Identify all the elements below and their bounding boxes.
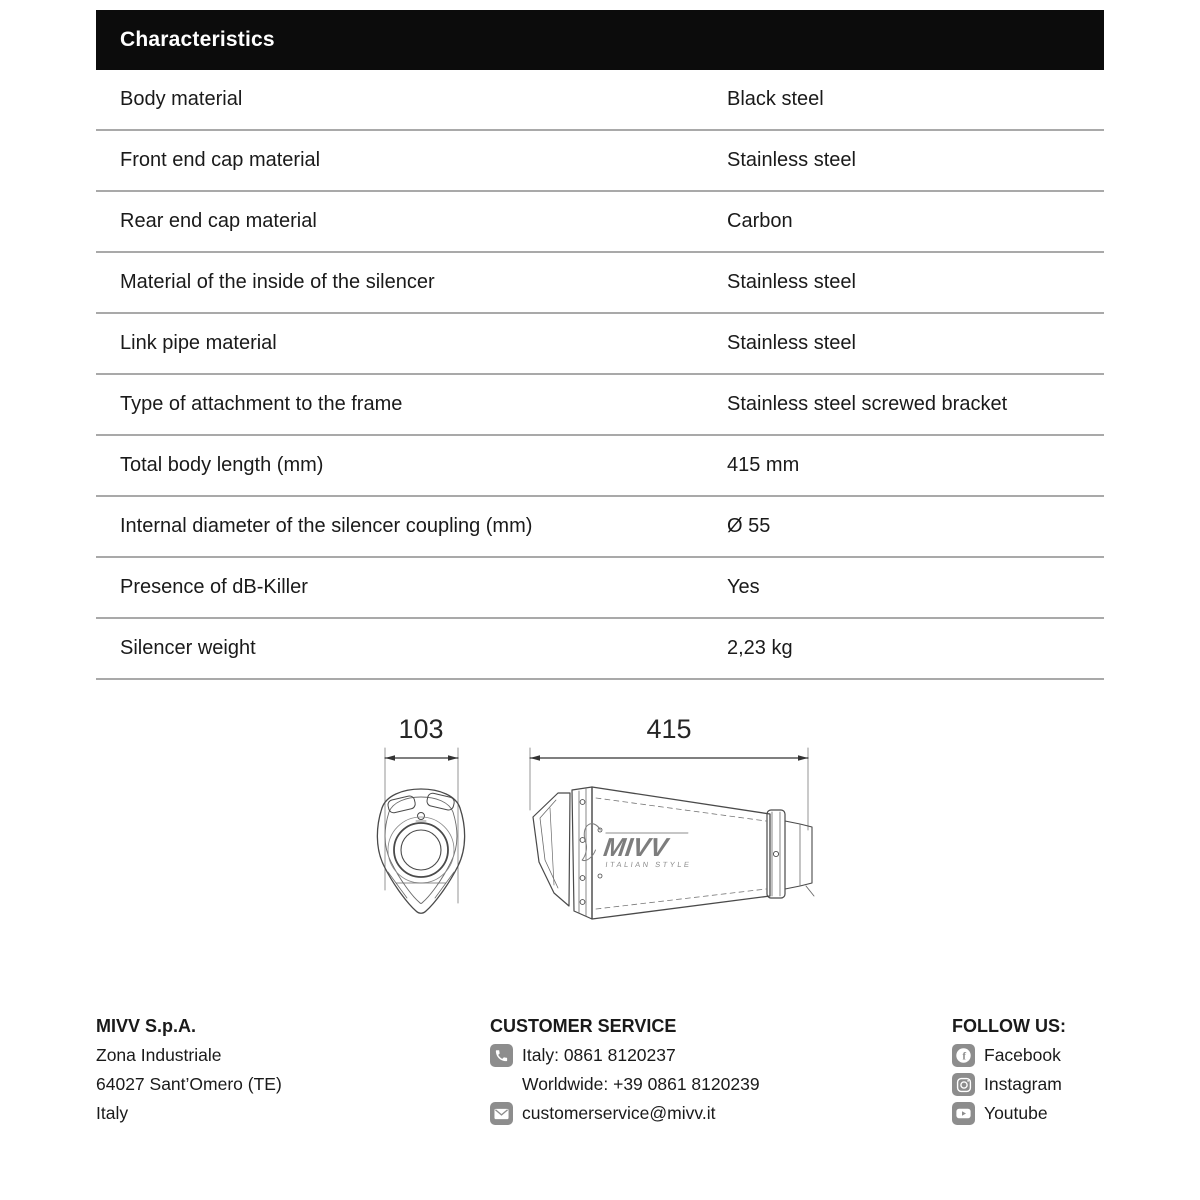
front-view-drawing [377, 789, 464, 913]
side-length-dimension [530, 714, 808, 830]
customer-service-title: CUSTOMER SERVICE [490, 1016, 677, 1036]
spec-value: Stainless steel screwed bracket [727, 393, 1008, 415]
spec-value: Ø 55 [727, 515, 771, 537]
social-label: Youtube [984, 1103, 1048, 1123]
spec-label: Silencer weight [120, 637, 256, 659]
table-row [96, 375, 1104, 436]
youtube-icon [952, 1102, 975, 1125]
spec-label: Material of the inside of the silencer [120, 271, 435, 293]
company-info [96, 1012, 436, 1128]
social-label: Facebook [984, 1045, 1061, 1065]
spec-value: 415 mm [727, 454, 800, 476]
front-width-dimension [385, 714, 458, 903]
phone-italy: Italy: 0861 8120237 [522, 1045, 676, 1065]
spec-label: Total body length (mm) [120, 454, 324, 476]
spec-label: Type of attachment to the frame [120, 393, 403, 415]
table-row [96, 253, 1104, 314]
side-view-drawing [533, 787, 814, 919]
characteristics-header-bar [96, 10, 1104, 70]
social-link-instagram[interactable] [952, 1070, 1152, 1099]
email-icon [490, 1102, 513, 1125]
instagram-icon [952, 1073, 975, 1096]
social-link-facebook[interactable] [952, 1041, 1152, 1070]
table-row [96, 314, 1104, 375]
table-row [96, 619, 1104, 680]
spec-value: Stainless steel [727, 332, 856, 354]
svg-text:MIVV: MIVV [601, 832, 670, 862]
customer-service [490, 1012, 850, 1128]
address-line: Zona Industriale [96, 1045, 222, 1065]
table-row [96, 497, 1104, 558]
characteristics-title: Characteristics [120, 28, 275, 51]
address-line: 64027 Sant’Omero (TE) [96, 1074, 282, 1094]
spec-value: Carbon [727, 210, 793, 232]
phone-icon [490, 1044, 513, 1067]
icon-spacer [490, 1073, 513, 1096]
table-row [96, 436, 1104, 497]
table-row [96, 131, 1104, 192]
dimension-label-side: 415 [646, 714, 692, 744]
spec-value: Stainless steel [727, 271, 856, 293]
address-line: Italy [96, 1103, 129, 1123]
spec-value: Black steel [727, 88, 824, 110]
spec-value: Yes [727, 576, 760, 598]
spec-value: Stainless steel [727, 149, 856, 171]
table-row [96, 70, 1104, 131]
spec-label: Rear end cap material [120, 210, 317, 232]
spec-label: Body material [120, 88, 243, 110]
technical-drawing [330, 690, 890, 960]
spec-label: Front end cap material [120, 149, 321, 171]
dimension-label-front: 103 [398, 714, 444, 744]
spec-label: Internal diameter of the silencer coupling (mm) [120, 515, 533, 537]
social-link-youtube[interactable] [952, 1099, 1152, 1128]
spec-label: Link pipe material [120, 332, 277, 354]
follow-us-title: FOLLOW US: [952, 1016, 1066, 1036]
spec-table [96, 70, 1104, 680]
svg-text:ITALIAN STYLE: ITALIAN STYLE [604, 860, 693, 869]
company-name: MIVV S.p.A. [96, 1016, 197, 1036]
follow-us [952, 1012, 1152, 1128]
email-address[interactable]: customerservice@mivv.it [522, 1103, 716, 1123]
spec-label: Presence of dB-Killer [120, 576, 308, 598]
table-row [96, 192, 1104, 253]
facebook-icon [952, 1044, 975, 1067]
social-label: Instagram [984, 1074, 1062, 1094]
svg-text:f: f [962, 1050, 967, 1063]
spec-value: 2,23 kg [727, 637, 793, 659]
mivv-logo [579, 824, 697, 869]
phone-worldwide: Worldwide: +39 0861 8120239 [522, 1074, 760, 1094]
table-row [96, 558, 1104, 619]
